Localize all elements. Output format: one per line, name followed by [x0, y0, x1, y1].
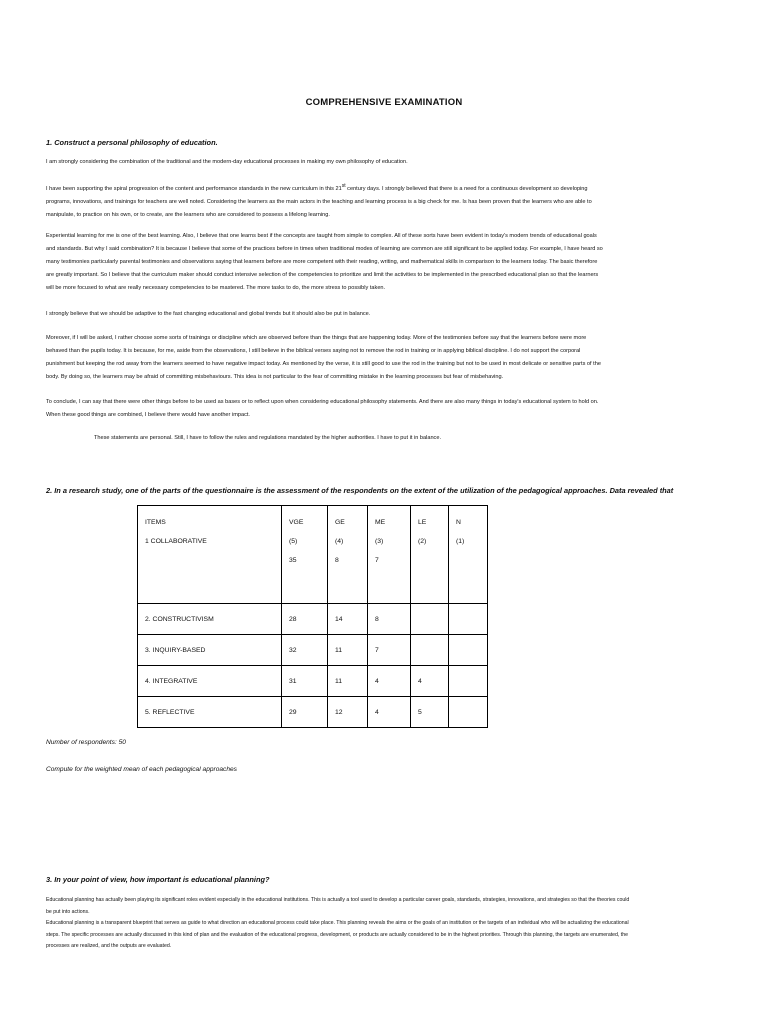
cell-value: 4 [368, 666, 411, 697]
q1-paragraph-1 [46, 156, 718, 169]
column-code: N [456, 519, 461, 526]
text-line: many testimonies particularly parental testimonies and observations saying that learners before are more competent with their reading, writing, and mathematical skills in comparison to the learners today. The basic therefore [46, 259, 598, 265]
text-line: Educational planning has actually been playing its significant roles evident especially in the educational institutions. This is actually a tool used to develop a particular career goals, standards, strategies, innovations, and strategies so that the theories could [46, 897, 630, 903]
item-label: 2. CONSTRUCTIVISM [138, 604, 282, 635]
question-2-heading: 2. In a research study, one of the parts of the questionnaire is the assessment of the respondents on the extent of the utilization of the pedagogical approaches. Data revealed that [46, 486, 674, 495]
cell-value: 7 [368, 635, 411, 666]
cell-value: 32 [282, 635, 328, 666]
column-code: ME [375, 519, 386, 526]
table-cell [411, 506, 449, 604]
table-row [138, 635, 488, 666]
cell-value: 4 [411, 666, 449, 697]
table-row [138, 697, 488, 728]
compute-instruction: Compute for the weighted mean of each pedagogical approaches [46, 766, 237, 773]
text-line: To conclude, I can say that there were other things before to be used as bases or to reflect upon when considering educational philosophy statements. And there are also many things in today's educational system to hold on. [46, 399, 599, 405]
item-label: 1 COLLABORATIVE [145, 538, 207, 545]
column-weight: (4) [335, 538, 344, 545]
cell-value: 35 [289, 557, 297, 564]
q3-paragraph-2 [46, 918, 720, 953]
q3-paragraph-1 [46, 895, 720, 918]
text-line: be put into actions. [46, 908, 90, 915]
items-header: ITEMS [145, 519, 166, 526]
text-line: manipulate, to practice on his own, or to create, are the learners who are considered to possess a lifelong learning. [46, 211, 330, 218]
cell-value [411, 635, 449, 666]
text-line: Moreover, if I will be asked, I rather choose some sorts of trainings or discipline which are observed before than the things that are happening today. More of the testimonies before say that the learners before were more [46, 335, 587, 341]
cell-value: 8 [368, 604, 411, 635]
column-weight: (3) [375, 538, 384, 545]
cell-value: 12 [328, 697, 368, 728]
text-line: Educational planning is a transparent blueprint that serves as guide to what direction an educational process could take place. This planning reveals the aims or the goals of an institution or the targets of an individual who will be actualizing the educational [46, 920, 629, 926]
cell-value: 31 [282, 666, 328, 697]
text-line: When these good things are combined, I believe there would have another impact. [46, 412, 250, 418]
text-line: are greatly important. So I believe that the curriculum maker should conduct intensive selection of the competencies to prioritize and limit the activities to be implemented in the prescribed educational plan so that the learners [46, 272, 599, 278]
cell-value: 29 [282, 697, 328, 728]
question-1-heading: 1. Construct a personal philosophy of education. [46, 138, 218, 147]
cell-value: 11 [328, 635, 368, 666]
text-line: steps. The specific processes are actually discussed in this kind of plan and the evaluation of the educational progress, development, or products are actually considered to be in the highest priorities. Through this planning, the targets are enumerated, the [46, 931, 629, 938]
text-line [46, 180, 718, 196]
q1-paragraph-6 [46, 396, 718, 422]
cell-value [418, 557, 448, 576]
q1-paragraph-4 [46, 308, 718, 321]
item-label: 3. INQUIRY-BASED [138, 635, 282, 666]
table-cell [368, 506, 411, 604]
text-line: will be more focused to what are really necessary competencies to be mastered. The more tasks to do, the more stress to possibly taken. [46, 285, 386, 291]
table-row [138, 604, 488, 635]
column-weight: (5) [289, 538, 298, 545]
table-cell [328, 506, 368, 604]
question-3-heading: 3. In your point of view, how important is educational planning? [46, 875, 270, 884]
q1-paragraph-7: These statements are personal. Still, I have to follow the rules and regulations mandated by the higher authorities. I have to put it in balance. [94, 435, 442, 441]
item-label: 4. INTEGRATIVE [138, 666, 282, 697]
text-line: programs, innovations, and trainings for teachers are well noted. Considering the learners as the main actors in the teaching and learning process is a big check for me. Is has been proven that the learners who are able to [46, 198, 592, 205]
cell-value: 11 [328, 666, 368, 697]
column-weight: (1) [456, 538, 465, 545]
text-line: I am strongly considering the combination of the traditional and the modern-day educational processes in making my own philosophy of education. [46, 159, 408, 165]
column-weight: (2) [418, 538, 427, 545]
text-line: I strongly believe that we should be adaptive to the fast changing educational and global trends but it should also be put in balance. [46, 311, 371, 317]
text-line: and standards. But why I said combination? It is because I believe that some of the practices before in times when traditional modes of learning are common are still significant to be applied today. For example, I have heard so [46, 246, 603, 252]
item-label: 5. REFLECTIVE [138, 697, 282, 728]
cell-value [449, 666, 488, 697]
cell-value: 4 [368, 697, 411, 728]
text-line: punishment but keeping the rod away from the learners seemed to have negative impact today. As mentioned by the verse, it is still good to use the rod in the training but not to be used in most delicate or sensitive parts of the [46, 361, 601, 367]
q1-paragraph-2 [46, 180, 718, 222]
cell-value: 7 [375, 557, 379, 564]
cell-value [449, 635, 488, 666]
column-code: LE [418, 519, 427, 526]
table-cell [449, 506, 488, 604]
table-row [138, 666, 488, 697]
cell-value: 28 [282, 604, 328, 635]
text-line: body. By doing so, the learners may be afraid of committing misbehaviours. This idea is not particular to the fear of committing mistake in the learning processes but fear of misbehaving. [46, 374, 504, 380]
cell-value [456, 557, 487, 576]
text-fragment: century days. I strongly believed that there is a need for a continuous development so developing [345, 185, 588, 192]
respondents-note: Number of respondents: 50 [46, 739, 126, 746]
table-header-row [138, 506, 488, 604]
cell-value [449, 697, 488, 728]
cell-value: 5 [411, 697, 449, 728]
table-cell [282, 506, 328, 604]
table-cell [138, 506, 282, 604]
text-line: behaved than the pupils today. It is because, for me, aside from the observations, I still believe in the biblical verses saying not to remove the rod in training or in applying biblical discipline. I do not support the corporal [46, 348, 581, 354]
page-title: COMPREHENSIVE EXAMINATION [305, 97, 463, 108]
text-fragment: I have been supporting the spiral progression of the content and performance standards in the new curriculum in this 21 [46, 185, 342, 192]
q1-paragraph-5 [46, 332, 718, 384]
cell-value: 8 [335, 557, 339, 564]
q1-paragraph-3 [46, 230, 718, 295]
superscript: st [341, 183, 346, 189]
cell-value [411, 604, 449, 635]
cell-value: 14 [328, 604, 368, 635]
column-code: VGE [289, 519, 304, 526]
column-code: GE [335, 519, 345, 526]
cell-value [449, 604, 488, 635]
pedagogical-approaches-table [137, 505, 488, 728]
text-line: Experiential learning for me is one of the best learning. Also, I believe that one learns best if the concepts are taught from simple to complex. All of these sorts have been evident in today's modern trends of educational goals [46, 233, 597, 239]
text-line: processes are realized, and the outputs are evaluated. [46, 943, 172, 949]
